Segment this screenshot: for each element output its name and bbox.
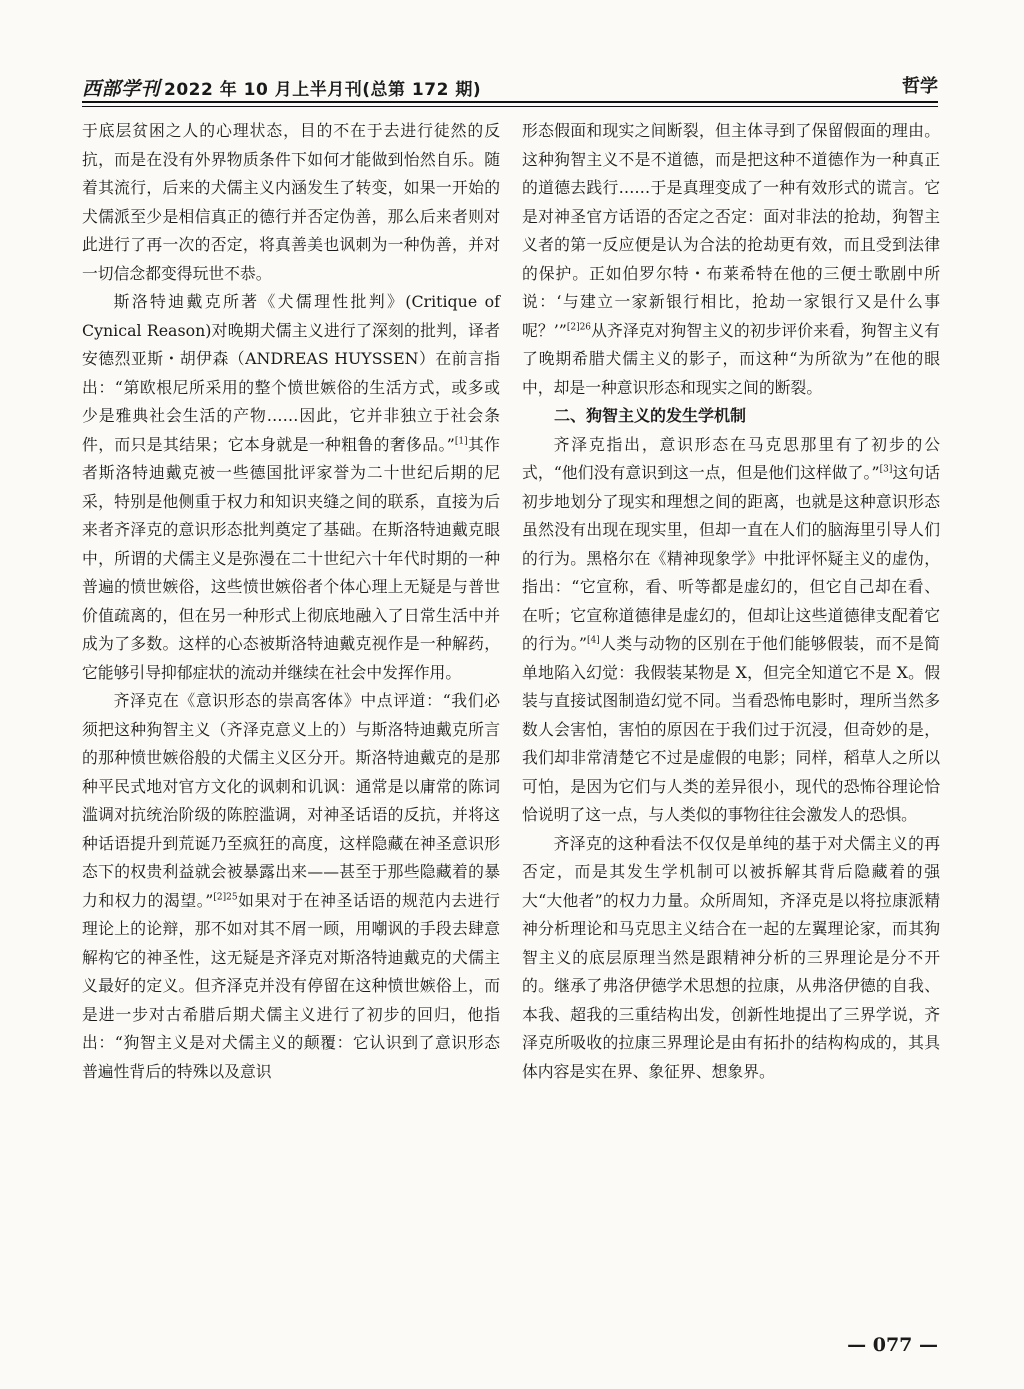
citation-ref: [2]26	[566, 322, 592, 333]
paragraph: 形态假面和现实之间断裂，但主体寻到了保留假面的理由。这种狗智主义不是不道德，而是把这种不道德作为一种真正的道德去践行……于是真理变成了一种有效形式的谎言。它是对神圣官方话语的否定之否定：面对非法的抢劫，狗智主义者的第一反应便是认为合法的抢劫更有效，而且受到法律的保护。正如伯罗尔特・布莱希特在他的三便士歌剧中所说：‘与建立一家新银行相比，抢劫一家银行又是什么事呢？’”$^{[2]26}$从齐泽克对狗智主义的初步评价来看，狗智主义有了晚期希腊犬儒主义的影子，而这种“为所欲为”在他的眼中，却是一种意识形态和现实之间的断裂。	[522, 121, 940, 397]
citation-ref: [1]	[454, 436, 468, 447]
header-rule-thin	[82, 106, 938, 107]
citation-ref: [4]	[586, 635, 600, 646]
journal-logo: 西部学刊	[82, 78, 161, 100]
paragraph: 齐泽克指出，意识形态在马克思那里有了初步的公式，“他们没有意识到这一点，但是他们这样做了。”[3]这句话初步地划分了现实和理想之间的距离，也就是这种意识形态虽然没有出现在现实里，但却一直在人们的脑海里引导人们的行为。黑格尔在《精神现象学》中批评怀疑主义的虚伪，指出：“它宣称，看、听等都是虚幻的，但它自己却在看、在听；它宣称道德律是虚幻的，但却让这些道德律支配着它的行为。”[4]人类与动物的区别在于他们能够假装，而不是简单地陷入幻觉：我假装某物是 X，但完全知道它不是 X。假装与直接试图制造幻觉不同。当看恐怖电影时，理所当然多数人会害怕，害怕的原因在于我们过于沉浸，但奇妙的是，我们却非常清楚它不过是虚假的电影；同样，稻草人之所以可怕，是因为它们与人类的差异很小，现代的恐怖谷理论恰恰说明了这一点，与人类似的事物往往会激发人的恐惧。	[522, 434, 940, 824]
section-label: 哲学	[902, 76, 938, 97]
issue-info: 2022 年 10 月上半月刊(总第 172 期)	[164, 80, 482, 100]
right-column	[522, 117, 940, 1086]
citation-ref: [3]	[879, 464, 893, 475]
page-number: — 077 —	[847, 1334, 938, 1356]
running-header	[82, 70, 938, 104]
left-column	[82, 117, 500, 1086]
header-rule-thick	[82, 101, 938, 103]
journal-title	[82, 74, 481, 101]
paragraph: 齐泽克的这种看法不仅仅是单纯的基于对犬儒主义的再否定，而是其发生学机制可以被拆解其背后隐藏着的强大“大他者”的权力力量。众所周知，齐泽克是以将拉康派精神分析理论和马克思主义结合在一起的左翼理论家，而其狗智主义的底层原理当然是跟精神分析的三界理论是分不开的。继承了弗洛伊德学术思想的拉康，从弗洛伊德的自我、本我、超我的三重结构出发，创新性地提出了三界学说，齐泽克所吸收的拉康三界理论是由有拓扑的结构构成的，其具体内容是实在界、象征界、想象界。	[522, 833, 940, 1081]
citation-ref: [2]25	[213, 892, 238, 903]
paragraph: 斯洛特迪戴克所著《犬儒理性批判》(Critique of Cynical Reason)对晚期犬儒主义进行了深刻的批判，译者安德烈亚斯・胡伊森（ANDREAS HUYSSEN）在前言指出：“第欧根尼所采用的整个愤世嫉俗的生活方式，或多或少是雅典社会生活的产物……因此，它并非独立于社会条件，而只是其结果；它本身就是一种粗鲁的奢侈品。”[1]其作者斯洛特迪戴克被一些德国批评家誉为二十世纪后期的尼采，特别是他侧重于权力和知识夹缝之间的联系，直接为后来者齐泽克的意识形态批判奠定了基础。在斯洛特迪戴克眼中，所谓的犬儒主义是弥漫在二十世纪六十年代时期的一种普遍的愤世嫉俗，这些愤世嫉俗者个体心理上无疑是与普世价值疏离的，但在另一种形式上彻底地融入了日常生活中并成为了多数。这样的心态被斯洛特迪戴克视作是一种解药，它能够引导抑郁症状的流动并继续在社会中发挥作用。	[82, 292, 500, 682]
paragraph: 于底层贫困之人的心理状态，目的不在于去进行徒然的反抗，而是在没有外界物质条件下如何才能做到怡然自乐。随着其流行，后来的犬儒主义内涵发生了转变，如果一开始的犬儒派至少是相信真正的德行并否定伪善，那么后来者则对此进行了再一次的否定，将真善美也讽刺为一种伪善，并对一切信念都变得玩世不恭。	[82, 121, 500, 283]
section-heading: 二、狗智主义的发生学机制	[554, 406, 747, 425]
paragraph: 齐泽克在《意识形态的崇高客体》中点评道：“我们必须把这种狗智主义（齐泽克意义上的）与斯洛特迪戴克所言的那种愤世嫉俗般的犬儒主义区分开。斯洛特迪戴克的是那种平民式地对官方文化的讽刺和讥讽：通常是以庸常的陈词滥调对抗统治阶级的陈腔滥调，对神圣话语的反抗，并将这种话语提升到荒诞乃至疯狂的高度，这样隐藏在神圣意识形态下的权贵利益就会被暴露出来——甚至于那些隐藏着的暴力和权力的渴望。”$^{[2]25}$如果对于在神圣话语的规范内去进行理论上的论辩，那不如对其不屑一顾，用嘲讽的手段去肆意解构它的神圣性，这无疑是齐泽克对斯洛特迪戴克的犬儒主义最好的定义。但齐泽克并没有停留在这种愤世嫉俗上，而是进一步对古希腊后期犬儒主义进行了初步的回归，他指出：“狗智主义是对犬儒主义的颠覆：它认识到了意识形态普遍性背后的特殊以及意识	[82, 691, 500, 1081]
